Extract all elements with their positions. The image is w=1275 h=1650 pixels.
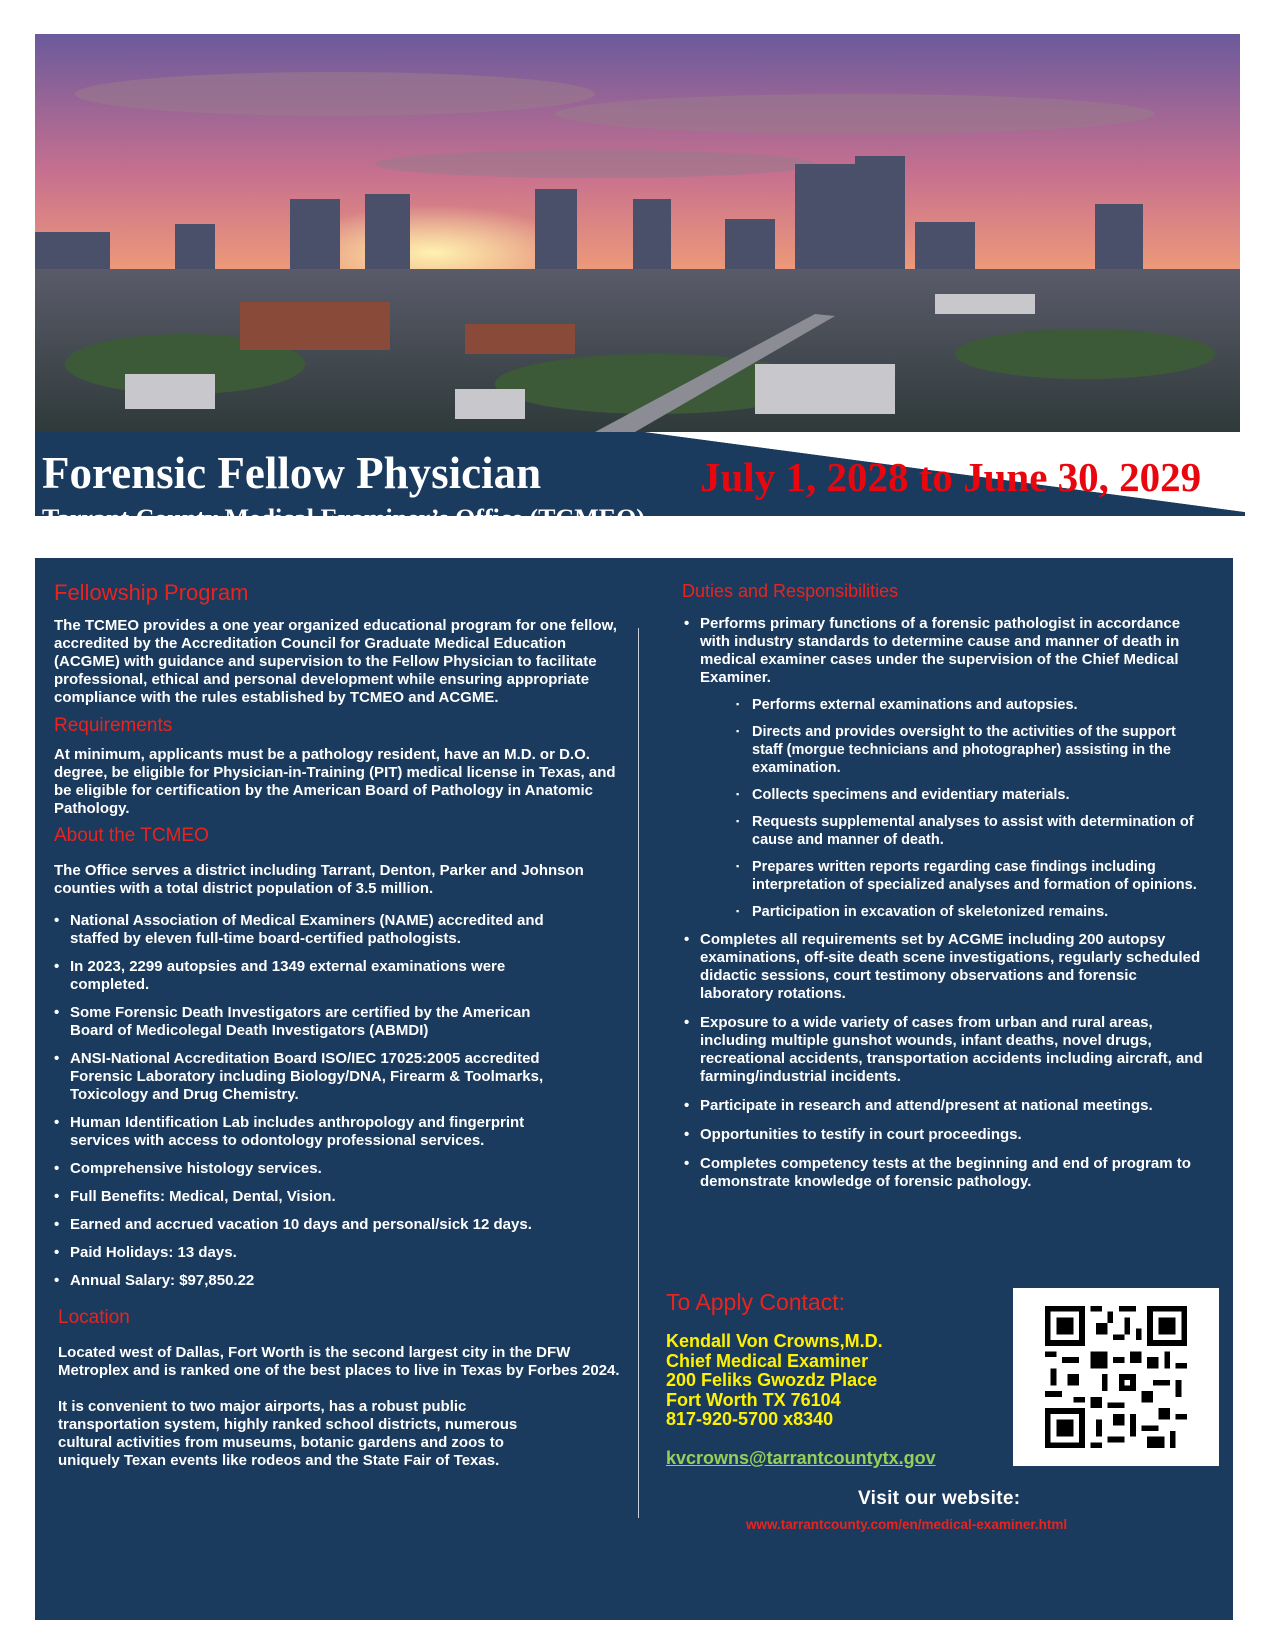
location-text-2: It is convenient to two major airports, has a robust public transportation system, highly ranked school districts, numerous cultural activities from museums, botanic gardens and zoos to uniquely Texan events like rodeos and the State Fair of Texas.	[58, 1398, 518, 1469]
list-item: • Full Benefits: Medical, Dental, Vision.	[54, 1188, 554, 1206]
list-item: • Opportunities to testify in court proceedings.	[684, 1126, 1204, 1144]
list-item: • Completes competency tests at the beginning and end of program to demonstrate knowledge of forensic pathology.	[684, 1155, 1204, 1191]
about-list	[54, 912, 554, 1290]
list-item: • ANSI-National Accreditation Board ISO/IEC 17025:2005 accredited Forensic Laboratory including Biology/DNA, Firearm & Toolmarks, Toxicology and Drug Chemistry.	[54, 1050, 554, 1104]
duties-list-more	[684, 931, 1204, 1191]
contact-block	[666, 1332, 883, 1430]
duties-sublist	[684, 696, 1204, 921]
city-skyline-photo	[35, 34, 1240, 432]
fellowship-dates: July 1, 2028 to June 30, 2029	[700, 454, 1202, 500]
contact-address: 200 Feliks Gwozdz Place	[666, 1370, 878, 1390]
duties-heading: Duties and Responsibilities	[682, 581, 899, 601]
about-heading: About the TCMEO	[54, 825, 209, 846]
column-divider	[638, 628, 639, 1518]
contact-city: Fort Worth TX 76104	[666, 1389, 841, 1410]
website-link[interactable]: www.tarrantcounty.com/en/medical-examiner.html	[746, 1517, 1068, 1532]
list-item: • Paid Holidays: 13 days.	[54, 1244, 554, 1262]
location-text-1: Located west of Dallas, Fort Worth is the second largest city in the DFW Metroplex and is ranked one of the best places to live in Texas by Forbes 2024.	[58, 1344, 620, 1379]
sub-list-item: ▪ Collects specimens and evidentiary materials.	[736, 786, 1204, 804]
contact-name: Kendall Von Crowns,M.D.	[666, 1331, 883, 1351]
contact-email-link[interactable]: kvcrowns@tarrantcountytx.gov	[666, 1448, 936, 1468]
list-item: • Some Forensic Death Investigators are certified by the American Board of Medicolegal Death Investigators (ABMDI)	[54, 1004, 554, 1040]
list-item: • National Association of Medical Examiners (NAME) accredited and staffed by eleven full-time board-certified pathologists.	[54, 912, 554, 948]
apply-contact-heading: To Apply Contact:	[666, 1289, 845, 1315]
list-item: • In 2023, 2299 autopsies and 1349 external examinations were completed.	[54, 958, 554, 994]
office-subtitle: Tarrant County Medical Examiner’s Office (TCMEO)	[42, 504, 645, 533]
list-item: • Completes all requirements set by ACGME including 200 autopsy examinations, off-site death scene investigations, regularly scheduled didactic sessions, court testimony observations and forensic laboratory rotations.	[684, 931, 1204, 1003]
requirements-text: At minimum, applicants must be a pathology resident, have an M.D. or D.O. degree, be eligible for Physician-in-Training (PIT) medical license in Texas, and be eligible for certification by the American Board of Pathology in Anatomic Pathology.	[54, 746, 616, 817]
list-item: • Exposure to a wide variety of cases from urban and rural areas, including multiple gunshot wounds, infant deaths, novel drugs, recreational accidents, transportation accidents including aircraft, and farming/industrial incidents.	[684, 1014, 1204, 1086]
list-item: • Earned and accrued vacation 10 days and personal/sick 12 days.	[54, 1216, 554, 1234]
sub-list-item: ▪ Requests supplemental analyses to assist with determination of cause and manner of death.	[736, 813, 1204, 849]
list-item: • Performs primary functions of a forensic pathologist in accordance with industry standards to determine cause and manner of death in medical examiner cases under the supervision of the Chief Medical Examiner.	[684, 615, 1204, 687]
contact-phone: 817-920-5700 x8340	[666, 1409, 834, 1429]
list-item: • Human Identification Lab includes anthropology and fingerprint services with access to odontology professional services.	[54, 1114, 554, 1150]
qr-code-icon	[1045, 1306, 1187, 1448]
fellowship-heading: Fellowship Program	[54, 580, 249, 605]
fellowship-text: The TCMEO provides a one year organized educational program for one fellow, accredited by the Accreditation Council for Graduate Medical Education (ACGME) with guidance and supervision to the Fellow Physician to facilitate professional, ethical and personal development while ensuring appropriate compliance with the rules established by TCMEO and ACGME.	[54, 617, 617, 706]
contact-role: Chief Medical Examiner	[666, 1350, 869, 1371]
visit-website-label: Visit our website:	[858, 1488, 1021, 1509]
sub-list-item: ▪ Directs and provides oversight to the activities of the support staff (morgue technicians and photographer) assisting in the examination.	[736, 723, 1204, 777]
left-column	[54, 580, 624, 1470]
sub-list-item: ▪ Prepares written reports regarding case findings including interpretation of specialized analyses and formation of opinions.	[736, 858, 1204, 894]
right-column	[684, 580, 1204, 1191]
page-title: Forensic Fellow Physician	[42, 448, 542, 498]
list-item: • Annual Salary: $97,850.22	[54, 1272, 554, 1290]
list-item: • Participate in research and attend/present at national meetings.	[684, 1097, 1204, 1115]
location-heading: Location	[58, 1307, 130, 1328]
requirements-heading: Requirements	[54, 715, 173, 736]
qr-code[interactable]	[1013, 1288, 1219, 1466]
list-item: • Comprehensive histology services.	[54, 1160, 554, 1178]
sub-list-item: ▪ Participation in excavation of skeletonized remains.	[736, 903, 1204, 921]
sub-list-item: ▪ Performs external examinations and autopsies.	[736, 696, 1204, 714]
duties-list	[684, 615, 1204, 687]
about-text: The Office serves a district including Tarrant, Denton, Parker and Johnson counties with a total district population of 3.5 million.	[54, 862, 584, 897]
